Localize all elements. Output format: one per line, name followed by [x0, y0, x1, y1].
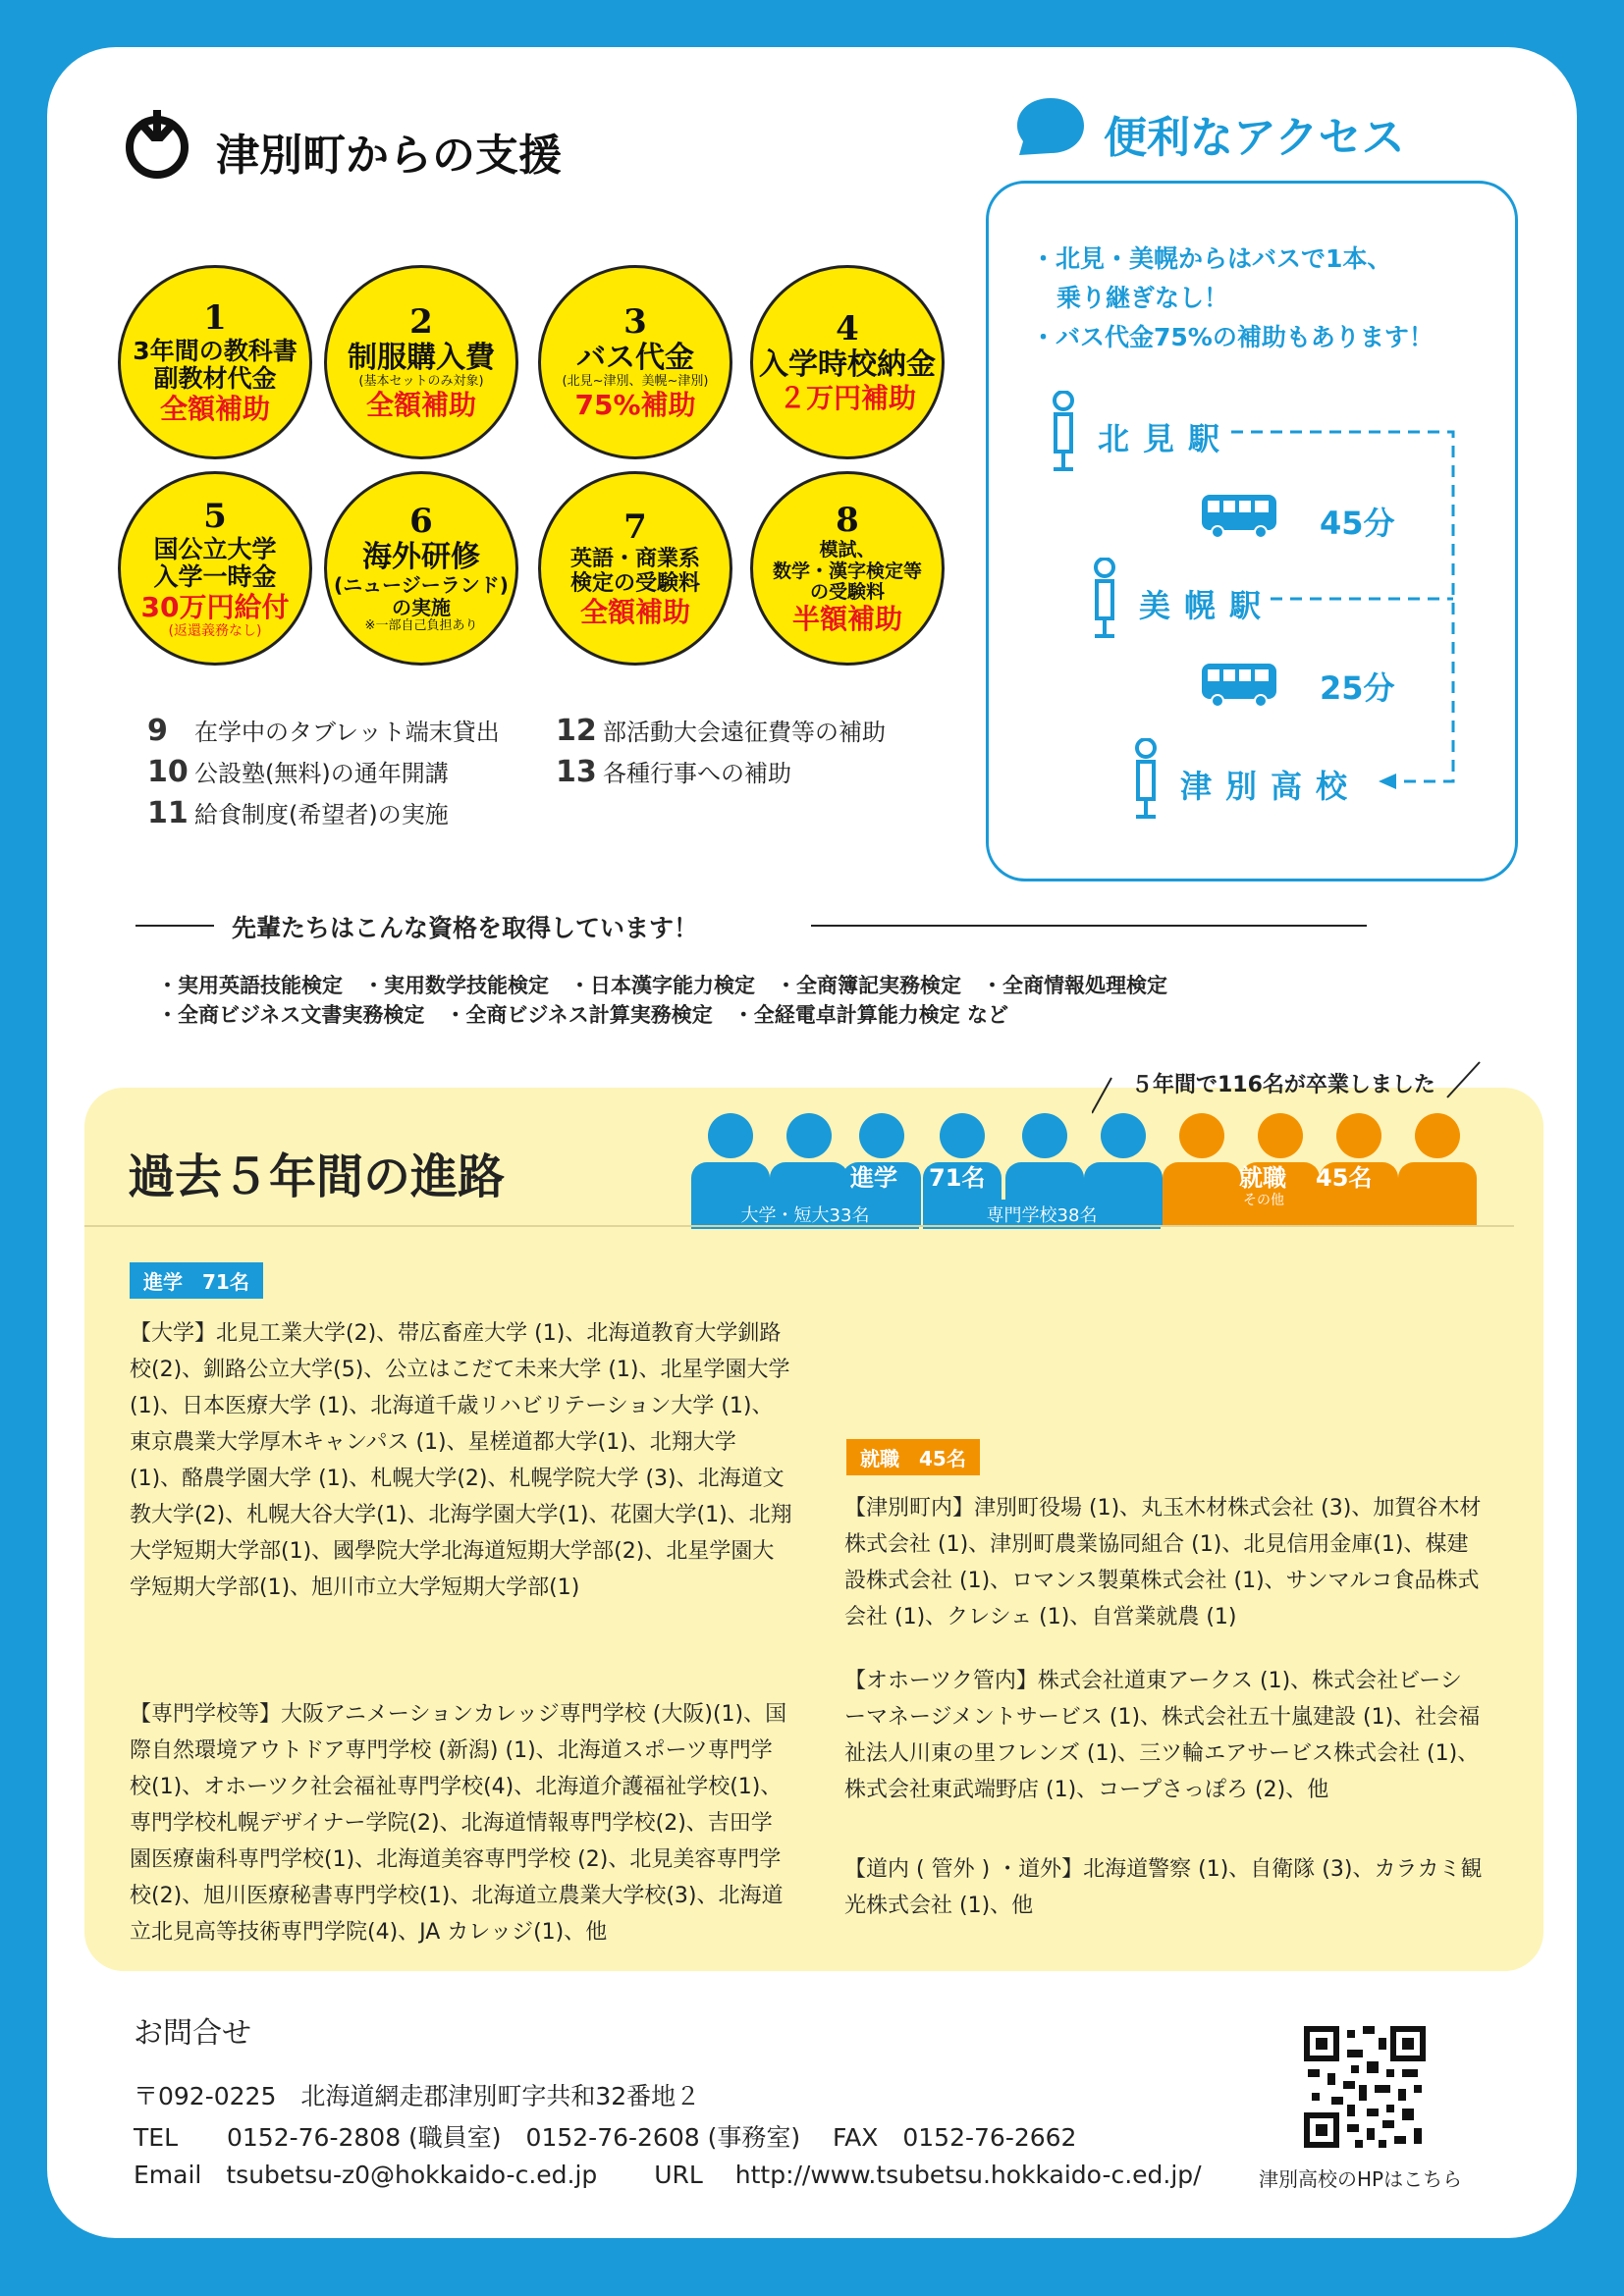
- access-title: 便利なアクセス: [1104, 113, 1405, 163]
- bus-stop-icon: [1047, 391, 1080, 473]
- qual-line-1: ・実用英語技能検定 ・実用数学技能検定 ・日本漢字能力検定 ・全商簿記実務検定 ・全商情報処理検定: [157, 974, 1167, 997]
- career-divider: [84, 1225, 1514, 1227]
- access-notes: ・北見・美幌からはバスで1本、 乗り継ぎなし！ ・バス代金75%の補助もあります！: [1031, 244, 1434, 351]
- univ-bar-label: 大学・短大33名: [691, 1200, 919, 1229]
- shushoku-count: 45名: [1316, 1164, 1373, 1192]
- support-circle-6: 6 海外研修 (ニュージーランド) の実施 ※一部自己負担あり: [324, 471, 518, 666]
- bus-stop-icon: [1129, 738, 1163, 821]
- career-title: 過去５年間の進路: [128, 1149, 506, 1204]
- speech-bubble-icon: [1015, 96, 1086, 157]
- duration-25: 25分: [1320, 669, 1395, 707]
- extra-item-12: 12 部活動大会遠征費等の補助: [556, 714, 886, 748]
- contact-email-url[interactable]: Email tsubetsu-z0@hokkaido-c.ed.jp URL http://www.tsubetsu.hokkaido-c.ed.jp/: [134, 2161, 1202, 2189]
- badge-shingaku: 進学 71名: [130, 1262, 263, 1299]
- qr-code-icon[interactable]: [1300, 2022, 1430, 2152]
- shingaku-label: 進学: [850, 1164, 897, 1192]
- support-circle-7: 7 英語・商業系 検定の受験料 全額補助: [538, 471, 732, 666]
- contact-phone: TEL 0152-76-2808 (職員室) 0152-76-2608 (事務室) FAX 0152-76-2662: [134, 2123, 1077, 2152]
- shushoku-sub: その他: [1243, 1193, 1284, 1208]
- support-circle-1: 1 3年間の教科書 副教材代金 全額補助: [118, 265, 312, 459]
- station-tsubetsu-high: 津別高校: [1180, 768, 1362, 805]
- qr-caption: 津別高校のHPはこちら: [1259, 2167, 1463, 2191]
- person-icon: [1398, 1113, 1477, 1227]
- station-kitami: 北見駅: [1098, 420, 1234, 457]
- senmon-bar-label: 専門学校38名: [923, 1200, 1161, 1229]
- shingaku-count: 71名: [929, 1164, 986, 1192]
- support-circle-5: 5 国公立大学 入学一時金 30万円給付 (返還義務なし): [118, 471, 312, 666]
- person-icon: [1163, 1113, 1241, 1227]
- town-emblem-icon: [118, 102, 196, 181]
- qual-line-2: ・全商ビジネス文書実務検定 ・全商ビジネス計算実務検定 ・全経電卓計算能力検定 など: [157, 1003, 1009, 1027]
- support-circle-8: 8 模試、 数学・漢字検定等 の受験料 半額補助: [750, 471, 945, 666]
- badge-shushoku: 就職 45名: [846, 1439, 980, 1475]
- qual-heading: 先輩たちはこんな資格を取得しています！: [232, 914, 699, 942]
- qual-divider-left: [135, 925, 214, 927]
- contact-address: 〒092-0225 北海道網走郡津別町字共和32番地２: [134, 2082, 701, 2110]
- support-circle-3: 3 バス代金 (北見~津別、美幌~津別) 75%補助: [538, 265, 732, 459]
- support-circle-2: 2 制服購入費 (基本セットのみ対象) 全額補助: [324, 265, 518, 459]
- senmon-text: 【専門学校等】大阪アニメーションカレッジ専門学校 (大阪)(1)、国際自然環境アウトドア専門学校 (新潟) (1)、北海道スポーツ専門学校(1)、オホーツク社会福祉専門学校(4)、北海道介護福祉学校(1)、専門学校札幌デザイナー学院(2)、北海道情報専門学校(2)、吉田学園医療歯科専門学校(1)、北海道美容専門学校 (2)、北見美容専門学校(2)、旭川医療秘書専門学校(1)、北海道立農業大学校(3)、北海道立北見高等技術専門学院(4)、JA カレッジ(1)、他: [130, 1702, 787, 1945]
- contact-heading: お問合せ: [134, 2016, 251, 2051]
- job-text-town: 【津別町内】津別町役場 (1)、丸玉木材株式会社 (3)、加賀谷木材株式会社 (1)、津別町農業協同組合 (1)、北見信用金庫(1)、楳建設株式会社 (1)、ロマンス製菓株式会社 (1)、サンマルコ食品株式会社 (1)、クレシェ (1)、自営業就農 (1): [844, 1496, 1482, 1629]
- shushoku-label: 就職: [1239, 1164, 1286, 1192]
- extra-item-11: 11 給食制度(希望者)の実施: [147, 796, 449, 830]
- station-bihoro: 美幌駅: [1139, 587, 1275, 624]
- bus-icon: [1200, 660, 1278, 709]
- duration-45: 45分: [1320, 505, 1395, 542]
- extra-item-13: 13 各種行事への補助: [556, 755, 791, 789]
- graduates-callout: ５年間で116名が卒業しました: [1131, 1073, 1435, 1097]
- univ-text: 【大学】北見工業大学(2)、帯広畜産大学 (1)、北海道教育大学釧路校(2)、釧路公立大学(5)、公立はこだて未来大学 (1)、北星学園大学 (1)、日本医療大学 (1)、北海道千歳リハビリテーション大学 (1)、東京農業大学厚木キャンパス (1)、星槎道都大学(1)、北翔大学 (1)、酪農学園大学 (1)、札幌大学(2)、札幌学院大学 (3)、北海道文教大学(2)、札幌大谷大学(1)、北海学園大学(1)、花園大学(1)、北翔大学短期大学部(1)、國學院大学北海道短期大学部(2)、北星学園大学短期大学部(1)、旭川市立大学短期大学部(1): [130, 1321, 792, 1600]
- qual-divider-right: [811, 925, 1367, 927]
- job-text-other: 【道内 ( 管外 ) ・道外】北海道警察 (1)、自衛隊 (3)、カラカミ観光株式会社 (1)、他: [844, 1857, 1483, 1918]
- bus-icon: [1200, 491, 1278, 540]
- extra-item-10: 10 公設塾(無料)の通年開講: [147, 755, 449, 789]
- bus-stop-icon: [1088, 558, 1121, 640]
- support-title: 津別町からの支援: [216, 131, 562, 181]
- extra-item-9: 9 在学中のタブレット端末貸出: [147, 714, 500, 748]
- support-circle-4: 4 入学時校納金 ２万円補助: [750, 265, 945, 459]
- job-text-okhotsk: 【オホーツク管内】株式会社道東アークス (1)、株式会社ビーシーマネージメントサービス (1)、株式会社五十嵐建設 (1)、社会福祉法人川東の里フレンズ (1)、三ツ輪エアサービス株式会社 (1)、株式会社東武端野店 (1)、コープさっぽろ (2)、他: [844, 1669, 1481, 1802]
